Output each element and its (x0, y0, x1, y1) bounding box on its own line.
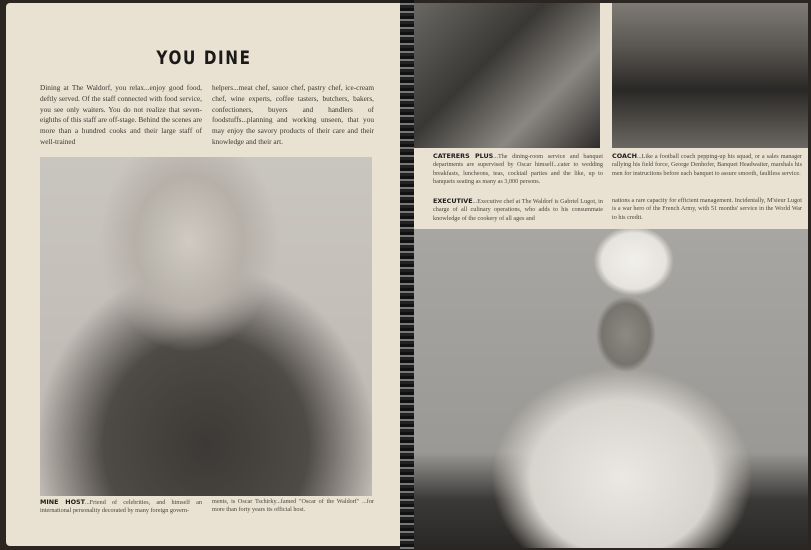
photo-executive-chef (412, 229, 808, 548)
caption-text: ...Like a football coach pepping-up his squad, or a sales manager rallying his field force, George Denhofer, Banquet Headwaiter, marshals his men for instructions before each banquet to assure smooth, faultless service. (612, 153, 802, 177)
right-page (410, 3, 808, 548)
caption-executive (433, 197, 603, 223)
caption-heading: CATERERS PLUS (433, 152, 494, 160)
portrait-photo-oscar (40, 157, 372, 496)
caption-coach (612, 152, 802, 178)
page-title: YOU DINE (156, 47, 252, 69)
left-page (6, 3, 402, 546)
caption-mine-host-cont: ments, is Oscar Tschirky...famed "Oscar of the Waldorf" ...for more than forty years its official host. (212, 498, 374, 514)
caption-text: ...Executive chef at The Waldorf is Gabriel Lugot, in charge of all culinary operations, who adds to his consummate knowledge of the cookery of all ages and (433, 198, 603, 222)
caption-text: ...The dining-room service and banquet departments are supervised by Oscar himself...cater to wedding breakfasts, luncheons, teas, cocktail parties and the like, up to banquets seating as many as 3,000 persons. (433, 153, 603, 186)
caption-heading: COACH (612, 152, 637, 160)
intro-column-2: helpers...meat chef, sauce chef, pastry chef, ice-cream chef, wine experts, coffee tasters, butchers, bakers, confectioners, buyers and handlers of foodstuffs...planning and working unseen, that you may enjoy the savory products of their care and their knowledge and their art. (212, 83, 374, 146)
photo-office (412, 3, 600, 148)
caption-caterers (433, 152, 603, 187)
caption-heading: EXECUTIVE (433, 197, 473, 205)
intro-column-1: Dining at The Waldorf, you relax...enjoy good food, deftly served. Of the staff connected with food service, you see only waiters. You do not realize that seven-eighths of this staff are off-stage. Behind the scenes are more than a hundred cooks and their large staff of well-trained (40, 83, 202, 146)
photo-banquet-staff (612, 3, 808, 148)
spiral-binding (400, 0, 414, 550)
caption-executive-cont: nations a rare capacity for efficient management. Incidentally, M'sieur Lugot is a war hero of the French Army, with 51 months' service in the World War to his credit. (612, 197, 802, 221)
caption-heading: MINE HOST (40, 498, 86, 506)
caption-mine-host (40, 498, 202, 516)
caption-text: ...Friend of celebrities, and himself an international personality decorated by many foreign govern- (40, 499, 202, 515)
